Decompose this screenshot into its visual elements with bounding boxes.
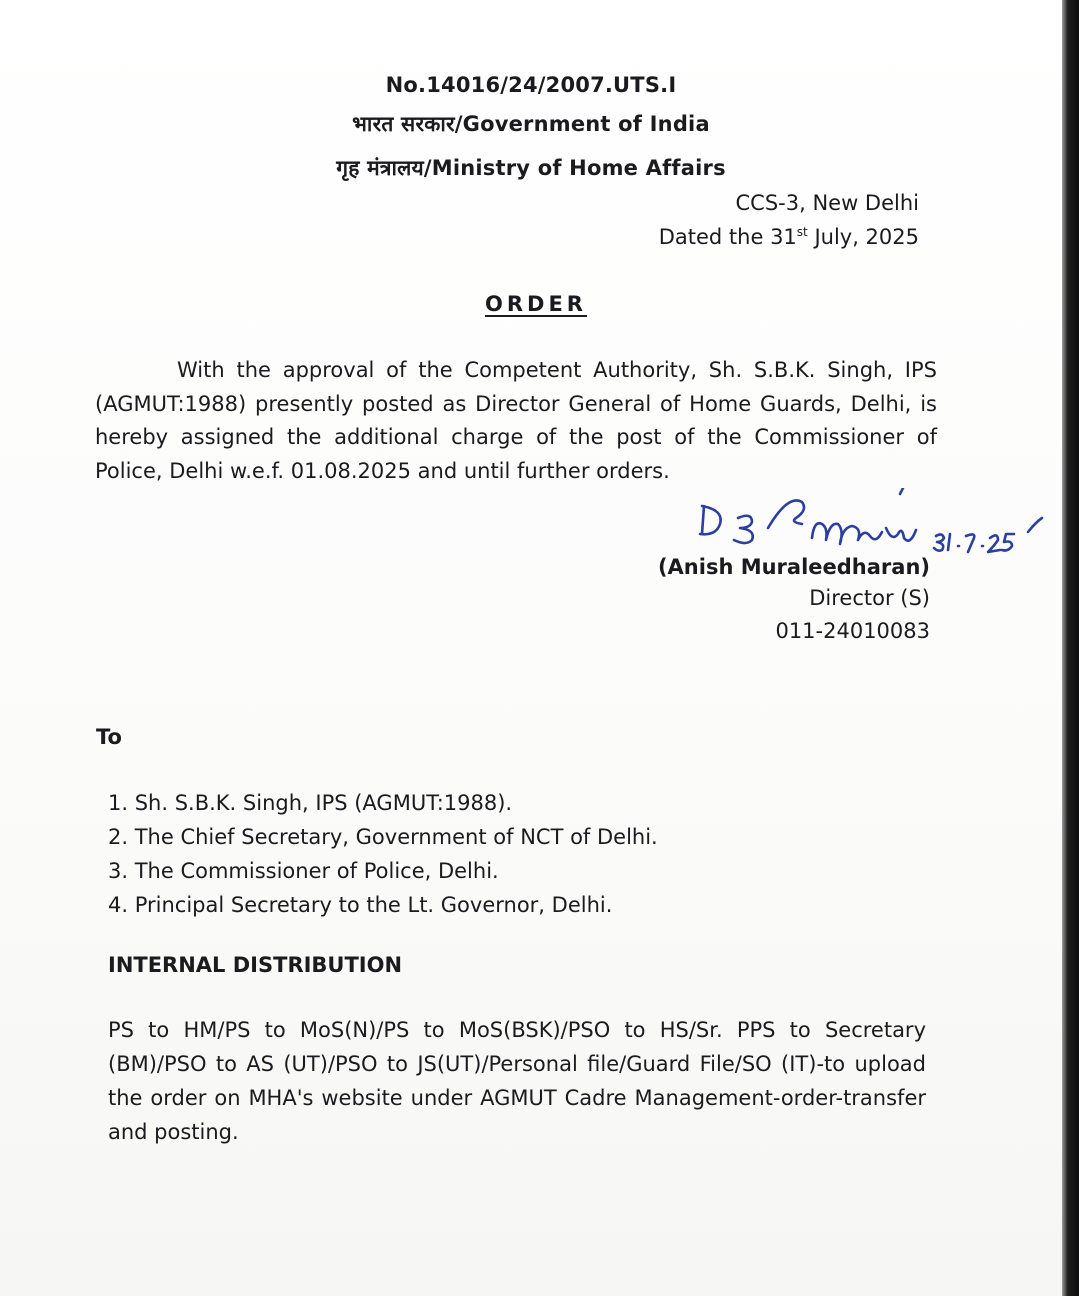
ministry-line: गृह मंत्रालय/Ministry of Home Affairs	[336, 156, 726, 180]
date-suffix: st	[796, 225, 808, 239]
scan-edge	[1062, 0, 1079, 1296]
recipient-item: 3. The Commissioner of Police, Delhi.	[108, 859, 499, 883]
order-body-text: With the approval of the Competent Authority, Sh. S.B.K. Singh, IPS (AGMUT:1988) presently posted as Director General of Home Guards, Delhi, is hereby assigned the additional charge of the post of the Commissioner of Police, Delhi w.e.f. 01.08.2025 and until further orders.	[95, 358, 937, 483]
file-number: No.14016/24/2007.UTS.I	[385, 73, 677, 97]
order-title: ORDER	[485, 292, 587, 316]
office-location: CCS-3, New Delhi	[735, 191, 919, 215]
internal-distribution-text: PS to HM/PS to MoS(N)/PS to MoS(BSK)/PSO to HS/Sr. PPS to Secretary (BM)/PSO to AS (UT)/PSO to JS(UT)/Personal file/Guard File/SO (IT)-to upload the order on MHA's website under AGMUT Cadre Management-order-transfer and posting.	[108, 1018, 926, 1144]
order-body	[95, 354, 937, 488]
date-prefix: Dated the 31	[658, 225, 797, 249]
recipient-item: 4. Principal Secretary to the Lt. Governor, Delhi.	[108, 893, 613, 917]
government-line: भारत सरकार/Government of India	[352, 112, 710, 136]
internal-distribution-title: INTERNAL DISTRIBUTION	[108, 953, 403, 977]
recipient-item: 1. Sh. S.B.K. Singh, IPS (AGMUT:1988).	[108, 791, 513, 815]
signatory-designation: Director (S)	[809, 586, 930, 610]
signatory-name: (Anish Muraleedharan)	[657, 555, 930, 579]
signatory-phone: 011-24010083	[775, 619, 930, 643]
date-rest: July, 2025	[807, 225, 919, 249]
recipient-item: 2. The Chief Secretary, Government of NCT of Delhi.	[108, 825, 658, 849]
to-label: To	[96, 725, 122, 749]
order-date	[659, 225, 919, 249]
recipient-list	[108, 786, 658, 922]
